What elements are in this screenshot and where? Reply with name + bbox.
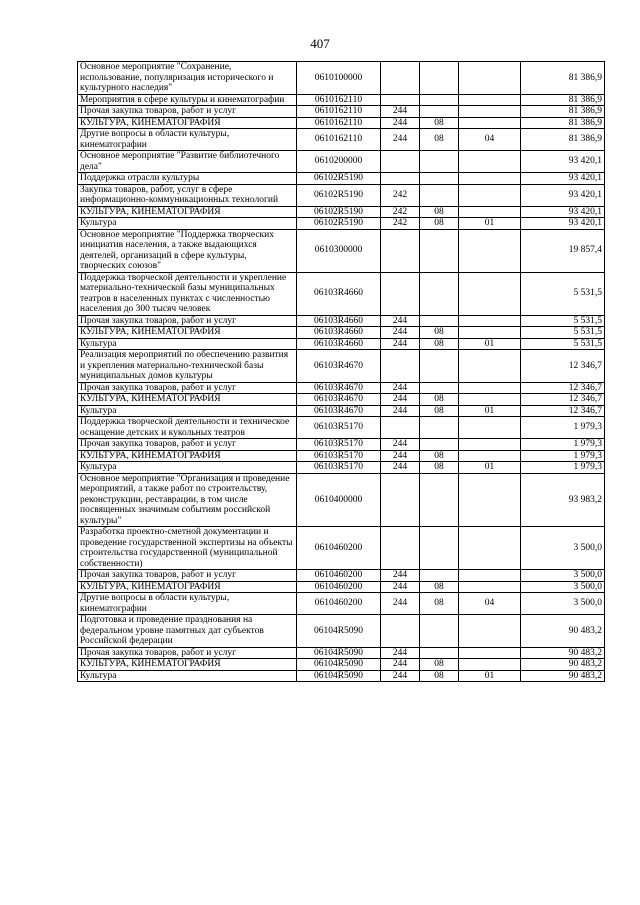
- subsection-cell: [459, 151, 521, 173]
- row-name-cell: КУЛЬТУРА, КИНЕМАТОГРАФИЯ: [78, 117, 297, 129]
- budget-table-body: [78, 62, 605, 682]
- subsection-cell: 04: [459, 593, 521, 615]
- subsection-cell: [459, 106, 521, 118]
- amount-cell: 1 979,3: [521, 439, 605, 451]
- subsection-cell: [459, 615, 521, 648]
- table-row: [78, 184, 605, 206]
- target-article-code-cell: 0610300000: [297, 229, 381, 272]
- target-article-code-cell: 0610200000: [297, 151, 381, 173]
- target-article-code-cell: 06103R4670: [297, 394, 381, 406]
- table-row: [78, 439, 605, 451]
- expense-type-cell: 242: [381, 218, 420, 230]
- subsection-cell: 01: [459, 670, 521, 682]
- row-name-cell: КУЛЬТУРА, КИНЕМАТОГРАФИЯ: [78, 450, 297, 462]
- row-name-cell: Культура: [78, 405, 297, 417]
- table-row: [78, 151, 605, 173]
- table-row: [78, 382, 605, 394]
- table-row: [78, 338, 605, 350]
- table-row: [78, 218, 605, 230]
- target-article-code-cell: 0610162110: [297, 94, 381, 106]
- table-row: [78, 117, 605, 129]
- amount-cell: 93 420,1: [521, 151, 605, 173]
- table-row: [78, 350, 605, 383]
- row-name-cell: Другие вопросы в области культуры, кинематографии: [78, 593, 297, 615]
- expense-type-cell: 244: [381, 117, 420, 129]
- subsection-cell: [459, 647, 521, 659]
- subsection-cell: [459, 350, 521, 383]
- expense-type-cell: 244: [381, 462, 420, 474]
- row-name-cell: Культура: [78, 218, 297, 230]
- subsection-cell: 04: [459, 129, 521, 151]
- section-cell: 08: [420, 218, 459, 230]
- expense-type-cell: 244: [381, 382, 420, 394]
- section-cell: 08: [420, 206, 459, 218]
- subsection-cell: [459, 417, 521, 439]
- table-row: [78, 450, 605, 462]
- table-row: [78, 473, 605, 527]
- page-number: 407: [310, 36, 330, 51]
- table-row: [78, 462, 605, 474]
- amount-cell: 81 386,9: [521, 117, 605, 129]
- target-article-code-cell: 06104R5090: [297, 659, 381, 671]
- row-name-cell: Подготовка и проведение празднования на федеральном уровне памятных дат субъектов Российской федерации: [78, 615, 297, 648]
- table-row: [78, 229, 605, 272]
- amount-cell: 1 979,3: [521, 417, 605, 439]
- section-cell: 08: [420, 581, 459, 593]
- amount-cell: 90 483,2: [521, 670, 605, 682]
- amount-cell: 12 346,7: [521, 350, 605, 383]
- target-article-code-cell: 06103R4670: [297, 405, 381, 417]
- target-article-code-cell: 06102R5190: [297, 218, 381, 230]
- expense-type-cell: 244: [381, 129, 420, 151]
- subsection-cell: [459, 206, 521, 218]
- table-row: [78, 581, 605, 593]
- row-name-cell: Закупка товаров, работ, услуг в сфере информационно-коммуникационных технологий: [78, 184, 297, 206]
- section-cell: 08: [420, 593, 459, 615]
- section-cell: 08: [420, 670, 459, 682]
- expense-type-cell: 244: [381, 338, 420, 350]
- row-name-cell: Прочая закупка товаров, работ и услуг: [78, 647, 297, 659]
- amount-cell: 1 979,3: [521, 462, 605, 474]
- row-name-cell: Прочая закупка товаров, работ и услуг: [78, 439, 297, 451]
- amount-cell: 12 346,7: [521, 405, 605, 417]
- expense-type-cell: [381, 473, 420, 527]
- subsection-cell: [459, 439, 521, 451]
- expense-type-cell: [381, 527, 420, 570]
- row-name-cell: Прочая закупка товаров, работ и услуг: [78, 315, 297, 327]
- target-article-code-cell: 06103R5170: [297, 450, 381, 462]
- subsection-cell: [459, 394, 521, 406]
- target-article-code-cell: 06102R5190: [297, 206, 381, 218]
- section-cell: 08: [420, 450, 459, 462]
- target-article-code-cell: 0610460200: [297, 593, 381, 615]
- subsection-cell: [459, 184, 521, 206]
- section-cell: 08: [420, 405, 459, 417]
- row-name-cell: Поддержка творческой деятельности и укрепление материально-технической базы муниципальных театров в населенных пунктах с численностью населения до 300 тысяч человек: [78, 272, 297, 315]
- section-cell: [420, 106, 459, 118]
- amount-cell: 1 979,3: [521, 450, 605, 462]
- target-article-code-cell: 0610100000: [297, 62, 381, 95]
- amount-cell: 12 346,7: [521, 394, 605, 406]
- expense-type-cell: 244: [381, 670, 420, 682]
- target-article-code-cell: 06103R5170: [297, 462, 381, 474]
- subsection-cell: [459, 382, 521, 394]
- expense-type-cell: 244: [381, 106, 420, 118]
- subsection-cell: 01: [459, 462, 521, 474]
- table-row: [78, 593, 605, 615]
- section-cell: [420, 229, 459, 272]
- expense-type-cell: 244: [381, 659, 420, 671]
- table-row: [78, 647, 605, 659]
- target-article-code-cell: 06102R5190: [297, 184, 381, 206]
- row-name-cell: Основное мероприятие "Развитие библиотечного дела": [78, 151, 297, 173]
- expense-type-cell: [381, 94, 420, 106]
- row-name-cell: Основное мероприятие "Поддержка творческих инициатив населения, а также выдающихся деятелей, организаций в сфере культуры, творческих союзов": [78, 229, 297, 272]
- amount-cell: 81 386,9: [521, 94, 605, 106]
- table-row: [78, 327, 605, 339]
- expense-type-cell: 244: [381, 315, 420, 327]
- amount-cell: 3 500,0: [521, 527, 605, 570]
- target-article-code-cell: 06103R4660: [297, 272, 381, 315]
- table-row: [78, 129, 605, 151]
- subsection-cell: [459, 450, 521, 462]
- amount-cell: 3 500,0: [521, 570, 605, 582]
- table-row: [78, 173, 605, 185]
- row-name-cell: Основное мероприятие "Организация и проведение мероприятий, а также работ по строительству, реконструкции, реставрации, в том числе посвященных значимым событиям российской культуры": [78, 473, 297, 527]
- table-row: [78, 206, 605, 218]
- row-name-cell: КУЛЬТУРА, КИНЕМАТОГРАФИЯ: [78, 581, 297, 593]
- target-article-code-cell: 06103R5170: [297, 439, 381, 451]
- section-cell: [420, 473, 459, 527]
- section-cell: [420, 151, 459, 173]
- amount-cell: 90 483,2: [521, 659, 605, 671]
- expense-type-cell: 244: [381, 405, 420, 417]
- target-article-code-cell: 06102R5190: [297, 173, 381, 185]
- target-article-code-cell: 06104R5090: [297, 647, 381, 659]
- subsection-cell: [459, 581, 521, 593]
- table-row: [78, 394, 605, 406]
- section-cell: [420, 184, 459, 206]
- row-name-cell: Реализация мероприятий по обеспечению развития и укрепления материально-технической базы муниципальных домов культуры: [78, 350, 297, 383]
- target-article-code-cell: 06104R5090: [297, 615, 381, 648]
- row-name-cell: Прочая закупка товаров, работ и услуг: [78, 570, 297, 582]
- row-name-cell: КУЛЬТУРА, КИНЕМАТОГРАФИЯ: [78, 394, 297, 406]
- section-cell: [420, 94, 459, 106]
- expense-type-cell: 244: [381, 327, 420, 339]
- subsection-cell: 01: [459, 338, 521, 350]
- target-article-code-cell: 0610162110: [297, 106, 381, 118]
- section-cell: [420, 62, 459, 95]
- subsection-cell: [459, 315, 521, 327]
- expense-type-cell: 242: [381, 206, 420, 218]
- expense-type-cell: [381, 272, 420, 315]
- section-cell: 08: [420, 659, 459, 671]
- expense-type-cell: 244: [381, 439, 420, 451]
- row-name-cell: Поддержка творческой деятельности и техническое оснащение детских и кукольных театров: [78, 417, 297, 439]
- amount-cell: 5 531,5: [521, 338, 605, 350]
- expense-type-cell: 242: [381, 184, 420, 206]
- table-row: [78, 659, 605, 671]
- target-article-code-cell: 06103R4660: [297, 315, 381, 327]
- section-cell: [420, 417, 459, 439]
- target-article-code-cell: 0610162110: [297, 117, 381, 129]
- expense-type-cell: 244: [381, 647, 420, 659]
- row-name-cell: Культура: [78, 338, 297, 350]
- section-cell: 08: [420, 327, 459, 339]
- table-row: [78, 570, 605, 582]
- expense-type-cell: 244: [381, 450, 420, 462]
- expense-type-cell: [381, 229, 420, 272]
- table-row: [78, 272, 605, 315]
- amount-cell: 93 420,1: [521, 218, 605, 230]
- target-article-code-cell: 0610460200: [297, 581, 381, 593]
- target-article-code-cell: 06103R5170: [297, 417, 381, 439]
- subsection-cell: [459, 229, 521, 272]
- budget-table: [77, 61, 605, 682]
- expense-type-cell: [381, 173, 420, 185]
- row-name-cell: Прочая закупка товаров, работ и услуг: [78, 382, 297, 394]
- section-cell: [420, 647, 459, 659]
- subsection-cell: [459, 527, 521, 570]
- row-name-cell: КУЛЬТУРА, КИНЕМАТОГРАФИЯ: [78, 327, 297, 339]
- table-row: [78, 94, 605, 106]
- table-row: [78, 62, 605, 95]
- target-article-code-cell: 06103R4670: [297, 350, 381, 383]
- amount-cell: 5 531,5: [521, 272, 605, 315]
- expense-type-cell: [381, 615, 420, 648]
- subsection-cell: [459, 327, 521, 339]
- row-name-cell: Другие вопросы в области культуры, кинематографии: [78, 129, 297, 151]
- subsection-cell: [459, 272, 521, 315]
- expense-type-cell: 244: [381, 570, 420, 582]
- target-article-code-cell: 0610162110: [297, 129, 381, 151]
- section-cell: 08: [420, 394, 459, 406]
- section-cell: [420, 315, 459, 327]
- subsection-cell: [459, 62, 521, 95]
- row-name-cell: Культура: [78, 462, 297, 474]
- section-cell: [420, 615, 459, 648]
- section-cell: 08: [420, 462, 459, 474]
- table-row: [78, 417, 605, 439]
- amount-cell: 5 531,5: [521, 327, 605, 339]
- section-cell: [420, 173, 459, 185]
- section-cell: [420, 272, 459, 315]
- target-article-code-cell: 06104R5090: [297, 670, 381, 682]
- row-name-cell: Разработка проектно-сметной документации и проведение государственной экспертизы на объекты строительства государственной (муниципальной собственности): [78, 527, 297, 570]
- target-article-code-cell: 06103R4660: [297, 327, 381, 339]
- expense-type-cell: [381, 350, 420, 383]
- expense-type-cell: 244: [381, 394, 420, 406]
- section-cell: [420, 570, 459, 582]
- target-article-code-cell: 0610460200: [297, 527, 381, 570]
- subsection-cell: [459, 570, 521, 582]
- section-cell: [420, 439, 459, 451]
- amount-cell: 93 420,1: [521, 184, 605, 206]
- row-name-cell: Поддержка отрасли культуры: [78, 173, 297, 185]
- section-cell: [420, 527, 459, 570]
- section-cell: 08: [420, 129, 459, 151]
- subsection-cell: [459, 659, 521, 671]
- table-row: [78, 670, 605, 682]
- amount-cell: 93 420,1: [521, 206, 605, 218]
- table-row: [78, 527, 605, 570]
- section-cell: 08: [420, 338, 459, 350]
- section-cell: [420, 382, 459, 394]
- target-article-code-cell: 0610400000: [297, 473, 381, 527]
- amount-cell: 81 386,9: [521, 106, 605, 118]
- subsection-cell: [459, 173, 521, 185]
- table-row: [78, 315, 605, 327]
- amount-cell: 90 483,2: [521, 615, 605, 648]
- expense-type-cell: [381, 417, 420, 439]
- amount-cell: 93 420,1: [521, 173, 605, 185]
- expense-type-cell: 244: [381, 593, 420, 615]
- amount-cell: 12 346,7: [521, 382, 605, 394]
- section-cell: [420, 350, 459, 383]
- amount-cell: 93 983,2: [521, 473, 605, 527]
- amount-cell: 90 483,2: [521, 647, 605, 659]
- amount-cell: 19 857,4: [521, 229, 605, 272]
- amount-cell: 3 500,0: [521, 581, 605, 593]
- amount-cell: 5 531,5: [521, 315, 605, 327]
- target-article-code-cell: 06103R4660: [297, 338, 381, 350]
- subsection-cell: [459, 94, 521, 106]
- target-article-code-cell: 0610460200: [297, 570, 381, 582]
- row-name-cell: КУЛЬТУРА, КИНЕМАТОГРАФИЯ: [78, 206, 297, 218]
- subsection-cell: [459, 473, 521, 527]
- amount-cell: 81 386,9: [521, 129, 605, 151]
- table-row: [78, 106, 605, 118]
- target-article-code-cell: 06103R4670: [297, 382, 381, 394]
- subsection-cell: [459, 117, 521, 129]
- subsection-cell: 01: [459, 405, 521, 417]
- row-name-cell: КУЛЬТУРА, КИНЕМАТОГРАФИЯ: [78, 659, 297, 671]
- table-row: [78, 405, 605, 417]
- expense-type-cell: 244: [381, 581, 420, 593]
- expense-type-cell: [381, 151, 420, 173]
- row-name-cell: Прочая закупка товаров, работ и услуг: [78, 106, 297, 118]
- amount-cell: 3 500,0: [521, 593, 605, 615]
- section-cell: 08: [420, 117, 459, 129]
- subsection-cell: 01: [459, 218, 521, 230]
- expense-type-cell: [381, 62, 420, 95]
- row-name-cell: Культура: [78, 670, 297, 682]
- row-name-cell: Основное мероприятие "Сохранение, использование, популяризация исторического и культурного наследия": [78, 62, 297, 95]
- table-row: [78, 615, 605, 648]
- row-name-cell: Мероприятия в сфере культуры и кинематографии: [78, 94, 297, 106]
- amount-cell: 81 386,9: [521, 62, 605, 95]
